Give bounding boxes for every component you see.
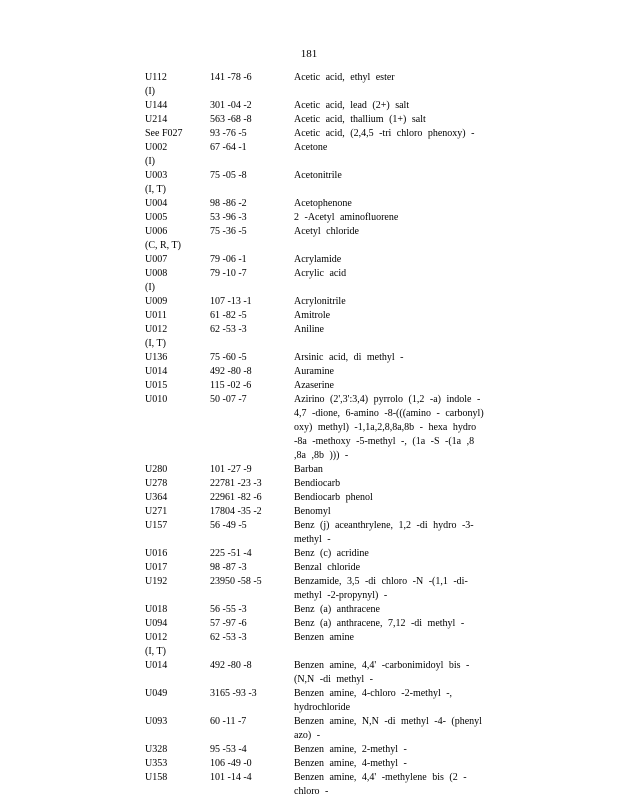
table-row [145,505,545,519]
hazardous-waste-table [145,71,545,799]
chemical-name: 2 -Acetyl aminofluorene [294,212,399,223]
hazard-code: (I, T) [145,338,166,349]
cas-number: 563 -68 -8 [210,114,252,125]
chemical-name: Acetic acid, thallium (1+) salt [294,114,426,125]
waste-code: U214 [145,114,168,125]
cas-number: 492 -80 -8 [210,366,252,377]
waste-code: U328 [145,744,168,755]
waste-code: U016 [145,548,168,559]
waste-code: U364 [145,492,168,503]
waste-code: U017 [145,562,168,573]
table-row [145,771,545,799]
cas-number: 106 -49 -0 [210,758,252,769]
chemical-name: Azaserine [294,380,334,391]
waste-code: U049 [145,688,168,699]
cas-number: 492 -80 -8 [210,660,252,671]
waste-code: U280 [145,464,168,475]
table-row [145,379,545,393]
waste-code: See F027 [145,128,183,139]
table-row [145,477,545,491]
cas-number: 98 -87 -3 [210,562,247,573]
chemical-name: Acetyl chloride [294,226,359,237]
cas-number: 3165 -93 -3 [210,688,257,699]
chemical-name: Benzen amine, 4-chloro -2-methyl -, hydrochloride [294,688,453,713]
waste-code: U014 [145,366,168,377]
waste-code: U007 [145,254,168,265]
waste-code: U003 [145,170,168,181]
table-row [145,561,545,575]
chemical-name: Benz (a) anthracene [294,604,380,615]
waste-code: U144 [145,100,168,111]
table-row [145,743,545,757]
table-row [145,463,545,477]
table-row [145,519,545,547]
table-row [145,365,545,379]
hazard-code: (I, T) [145,184,166,195]
chemical-name: Acrylic acid [294,268,347,279]
chemical-name: Acetophenone [294,198,352,209]
table-row [145,393,545,463]
chemical-name: Auramine [294,366,334,377]
cas-number: 56 -55 -3 [210,604,247,615]
waste-code: U271 [145,506,168,517]
table-row [145,687,545,715]
chemical-name: Benzen amine, 4,4' -carbonimidoyl bis - (N,N -di methyl - [294,660,470,685]
cas-number: 79 -10 -7 [210,268,247,279]
table-row [145,113,545,127]
chemical-name: Acetonitrile [294,170,342,181]
cas-number: 107 -13 -1 [210,296,252,307]
chemical-name: Acrylonitrile [294,296,346,307]
chemical-name: Acrylamide [294,254,342,265]
chemical-name: Aniline [294,324,324,335]
cas-number: 75 -05 -8 [210,170,247,181]
table-row [145,211,545,225]
hazard-code: (I, T) [145,646,166,657]
chemical-name: Benzen amine, N,N -di methyl -4- (phenyl azo) - [294,716,482,741]
chemical-name: Benzamide, 3,5 -di chloro -N -(1,1 -di- methyl -2-propynyl) - [294,576,468,601]
cas-number: 93 -76 -5 [210,128,247,139]
waste-code: U112 [145,72,167,83]
chemical-name: Benzen amine, 4,4' -methylene bis (2 - chloro - [294,772,467,797]
waste-code: U012 [145,632,168,643]
cas-number: 95 -53 -4 [210,744,247,755]
chemical-name: Benzen amine, 4-methyl - [294,758,407,769]
table-row [145,197,545,211]
table-row [145,225,545,253]
cas-number: 101 -14 -4 [210,772,252,783]
chemical-name: Acetic acid, lead (2+) salt [294,100,410,111]
table-row [145,757,545,771]
hazard-code: (C, R, T) [145,240,181,251]
chemical-name: Benzal chloride [294,562,361,573]
waste-code: U278 [145,478,168,489]
chemical-name: Benzen amine, 2-methyl - [294,744,407,755]
chemical-name: Benzen amine [294,632,354,643]
table-row [145,575,545,603]
cas-number: 57 -97 -6 [210,618,247,629]
waste-code: U015 [145,380,168,391]
table-row [145,715,545,743]
waste-code: U018 [145,604,168,615]
waste-code: U012 [145,324,168,335]
cas-number: 225 -51 -4 [210,548,252,559]
table-row [145,127,545,141]
cas-number: 61 -82 -5 [210,310,247,321]
table-row [145,141,545,169]
waste-code: U353 [145,758,168,769]
cas-number: 17804 -35 -2 [210,506,262,517]
cas-number: 23950 -58 -5 [210,576,262,587]
cas-number: 22781 -23 -3 [210,478,262,489]
waste-code: U006 [145,226,168,237]
table-row [145,603,545,617]
waste-code: U008 [145,268,168,279]
waste-code: U157 [145,520,168,531]
page-number: 181 [300,48,318,60]
waste-code: U192 [145,576,168,587]
hazard-code: (I) [145,86,155,97]
chemical-name: Bendiocarb [294,478,341,489]
waste-code: U094 [145,618,168,629]
waste-code: U010 [145,394,168,405]
table-row [145,491,545,505]
chemical-name: Bendiocarb phenol [294,492,373,503]
table-row [145,267,545,295]
table-row [145,71,545,99]
table-row [145,323,545,351]
waste-code: U004 [145,198,168,209]
cas-number: 75 -36 -5 [210,226,247,237]
chemical-name: Benz (j) aceanthrylene, 1,2 -di hydro -3- methyl - [294,520,474,545]
hazard-code: (I) [145,156,155,167]
cas-number: 301 -04 -2 [210,100,252,111]
cas-number: 101 -27 -9 [210,464,252,475]
cas-number: 53 -96 -3 [210,212,247,223]
cas-number: 56 -49 -5 [210,520,247,531]
hazard-code: (I) [145,282,155,293]
cas-number: 60 -11 -7 [210,716,247,727]
table-row [145,617,545,631]
chemical-name: Benz (a) anthracene, 7,12 -di methyl - [294,618,465,629]
waste-code: U005 [145,212,168,223]
cas-number: 79 -06 -1 [210,254,247,265]
chemical-name: Acetone [294,142,328,153]
chemical-name: Barban [294,464,323,475]
chemical-name: Benz (c) acridine [294,548,369,559]
waste-code: U014 [145,660,168,671]
cas-number: 22961 -82 -6 [210,492,262,503]
waste-code: U136 [145,352,168,363]
chemical-name: Acetic acid, (2,4,5 -tri chloro phenoxy) - [294,128,475,139]
table-row [145,351,545,365]
cas-number: 141 -78 -6 [210,72,252,83]
cas-number: 62 -53 -3 [210,324,247,335]
table-row [145,309,545,323]
cas-number: 67 -64 -1 [210,142,247,153]
cas-number: 50 -07 -7 [210,394,247,405]
chemical-name: Acetic acid, ethyl ester [294,72,395,83]
table-row [145,659,545,687]
table-row [145,99,545,113]
waste-code: U158 [145,772,168,783]
table-row [145,547,545,561]
cas-number: 115 -02 -6 [210,380,252,391]
table-row [145,253,545,267]
table-row [145,295,545,309]
table-row [145,631,545,659]
waste-code: U009 [145,296,168,307]
cas-number: 75 -60 -5 [210,352,247,363]
chemical-name: Azirino (2',3':3,4) pyrrolo (1,2 -a) indole - 4,7 -dione, 6-amino -8-(((amino - carbonyl) oxy) methyl) -1,1a,2,8,8a,8b - hexa hydro -8a -methoxy -5-methyl -, (1a -S -(1a ,8 ,8a ,8b ))) - [294,394,484,461]
chemical-name: Amitrole [294,310,331,321]
cas-number: 98 -86 -2 [210,198,247,209]
waste-code: U002 [145,142,168,153]
chemical-name: Benomyl [294,506,331,517]
cas-number: 62 -53 -3 [210,632,247,643]
waste-code: U093 [145,716,168,727]
waste-code: U011 [145,310,167,321]
chemical-name: Arsinic acid, di methyl - [294,352,404,363]
table-row [145,169,545,197]
